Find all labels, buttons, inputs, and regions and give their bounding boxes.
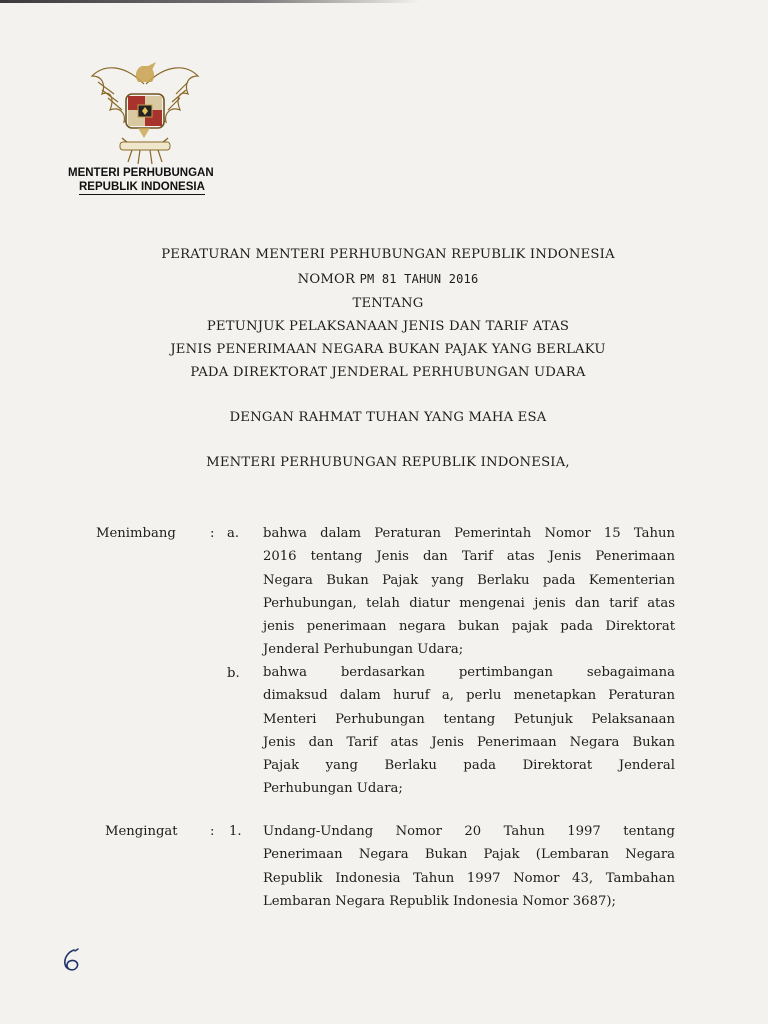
text-line: Perhubungan Udara; <box>263 781 403 797</box>
tentang-heading: TENTANG <box>352 296 424 311</box>
text-line: Pajak yang Berlaku pada Direktorat Jenderal <box>263 758 675 774</box>
text-line: Lembaran Negara Republik Indonesia Nomor 3687); <box>263 893 616 909</box>
number-value: PM 81 TAHUN 2016 <box>359 272 479 286</box>
text-line: dimaksud dalam huruf a, perlu menetapkan Peraturan <box>263 688 675 704</box>
number-label: NOMOR <box>297 272 356 287</box>
text-line: Jenis dan Tarif atas Jenis Penerimaan Negara Bukan <box>263 734 675 750</box>
menimbang-colon: : <box>210 526 215 541</box>
menimbang-item-b <box>263 661 675 801</box>
text-line: jenis penerimaan negara bukan pajak pada Direktorat <box>263 619 675 635</box>
issuer-line: MENTERI PERHUBUNGAN REPUBLIK INDONESIA, <box>206 455 570 470</box>
text-line: Jenderal Perhubungan Udara; <box>263 642 464 658</box>
mengingat-label: Mengingat <box>105 824 178 839</box>
item-marker-b: b. <box>227 666 240 681</box>
subject-line-3: PADA DIREKTORAT JENDERAL PERHUBUNGAN UDARA <box>190 365 586 380</box>
text-line: Republik Indonesia Tahun 1997 Nomor 43, Tambahan <box>263 870 675 886</box>
item-marker-a: a. <box>227 526 240 541</box>
mengingat-colon: : <box>210 824 215 839</box>
subject-line-1: PETUNJUK PELAKSANAAN JENIS DAN TARIF ATAS <box>206 319 570 334</box>
text-line: Menteri Perhubungan tentang Petunjuk Pelaksanaan <box>263 711 675 727</box>
subject-line-2: JENIS PENERIMAAN NEGARA BUKAN PAJAK YANG BERLAKU <box>170 342 606 357</box>
regulation-title: PERATURAN MENTERI PERHUBUNGAN REPUBLIK INDONESIA <box>161 247 615 262</box>
item-marker-1: 1. <box>229 824 242 839</box>
blessing-line: DENGAN RAHMAT TUHAN YANG MAHA ESA <box>229 410 547 425</box>
text-line: bahwa berdasarkan pertimbangan sebagaimana <box>263 665 675 680</box>
ministry-name: MENTERI PERHUBUNGAN <box>68 167 214 179</box>
text-line: 2016 tentang Jenis dan Tarif atas Jenis Penerimaan <box>263 549 675 565</box>
text-line: Perhubungan, telah diatur mengenai jenis dan tarif atas <box>263 595 675 611</box>
text-line: Penerimaan Negara Bukan Pajak (Lembaran Negara <box>263 847 675 863</box>
handwritten-initial-icon <box>60 948 82 974</box>
text-line: bahwa dalam Peraturan Pemerintah Nomor 15 Tahun <box>263 526 675 541</box>
text-line: Undang-Undang Nomor 20 Tahun 1997 tentang <box>263 824 675 839</box>
ministry-letterhead <box>68 166 228 195</box>
garuda-emblem-icon <box>84 54 206 166</box>
mengingat-item-1 <box>263 820 675 913</box>
text-line: Negara Bukan Pajak yang Berlaku pada Kementerian <box>263 572 675 588</box>
scan-edge-shadow <box>0 0 420 3</box>
regulation-number <box>0 272 768 287</box>
menimbang-item-a <box>263 522 675 662</box>
menimbang-label: Menimbang <box>96 526 176 541</box>
ministry-country: REPUBLIK INDONESIA <box>79 181 205 193</box>
